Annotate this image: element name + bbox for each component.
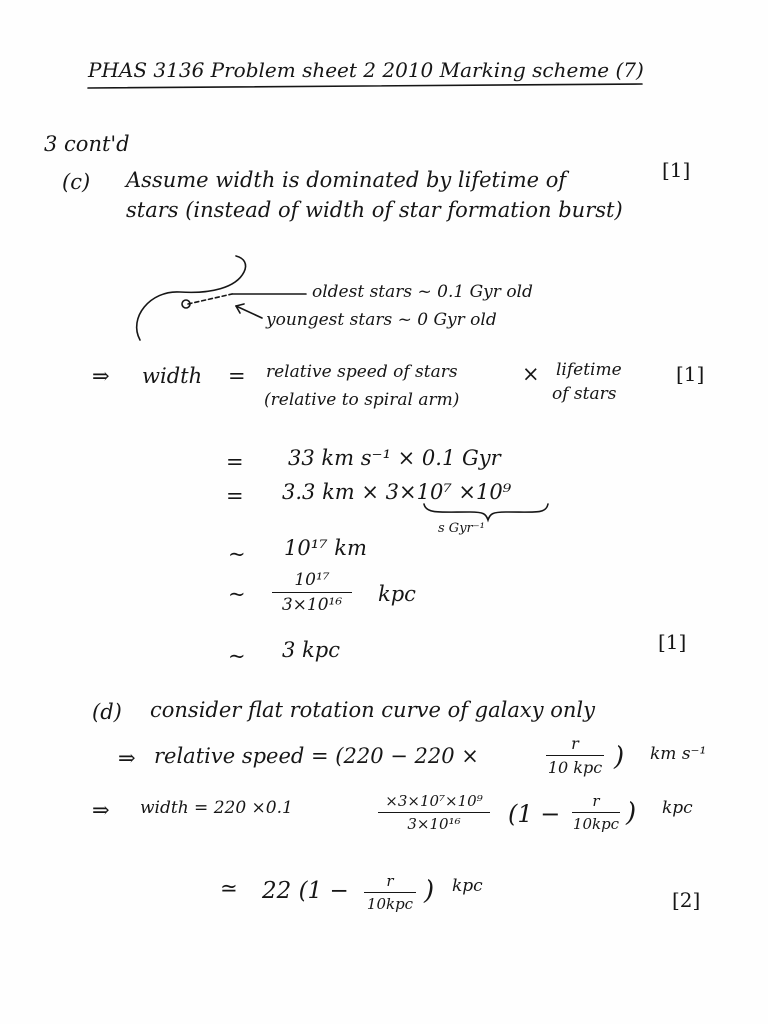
speed-lhs: relative speed = (220 − 220 ×: [154, 744, 479, 768]
step3-relation: ~: [228, 542, 246, 566]
width-d-r-denominator: 10kpc: [572, 815, 620, 833]
step4-unit: kpc: [378, 582, 416, 606]
width-d-r-bar: [572, 812, 620, 813]
speed-close-paren: ): [614, 742, 625, 772]
arm-dashed-line: [188, 294, 232, 304]
part-d-mark: [2]: [672, 888, 701, 912]
spiral-arm-arc: [137, 256, 246, 340]
step2-brace-note: s Gyr⁻¹: [438, 521, 485, 536]
diagram-youngest-label: youngest stars ~ 0 Gyr old: [266, 310, 497, 330]
result-r-fraction: [364, 872, 416, 913]
width-eq-term2-line2: of stars: [552, 384, 617, 404]
width-d-arrow: ⇒: [92, 798, 110, 822]
part-c-mark-final: [1]: [658, 630, 687, 654]
width-eq-mark: [1]: [676, 362, 705, 386]
step4-relation: ~: [228, 582, 246, 606]
result-unit: kpc: [452, 876, 483, 896]
result-relation: ≃: [220, 876, 238, 900]
speed-fraction-bar: [546, 755, 604, 756]
width-eq-term1-line2: (relative to spiral arm): [264, 390, 460, 410]
part-c-mark-1: [1]: [662, 158, 691, 182]
speed-arrow: ⇒: [118, 746, 136, 770]
step2-expression: 3.3 km × 3×10⁷ ×10⁹: [282, 480, 512, 504]
step5-expression: 3 kpc: [282, 638, 340, 662]
title-underline: [88, 84, 642, 88]
part-d-label: (d): [92, 700, 122, 724]
width-eq-term1-line1: relative speed of stars: [266, 362, 458, 382]
part-c-line2: stars (instead of width of star formation burst): [126, 198, 623, 222]
step2-relation: =: [226, 484, 244, 508]
step4-denominator: 3×10¹⁶: [281, 595, 343, 615]
page-title: PHAS 3136 Problem sheet 2 2010 Marking scheme (7): [88, 58, 644, 82]
width-eq-lhs: width: [142, 364, 203, 388]
step3-expression: 10¹⁷ km: [284, 536, 367, 560]
result-r-denominator: 10kpc: [366, 895, 414, 913]
width-d-fraction-denominator: 3×10¹⁶: [407, 815, 461, 833]
step1-expression: 33 km s⁻¹ × 0.1 Gyr: [288, 446, 501, 470]
arm-marker-circle: [182, 300, 190, 308]
speed-fraction: [546, 734, 604, 777]
youngest-arrowhead: [236, 304, 244, 313]
speed-fraction-numerator: r: [571, 734, 579, 753]
step4-fraction-bar: [272, 592, 352, 593]
width-eq-arrow: ⇒: [92, 364, 110, 388]
diagram-oldest-label: oldest stars ~ 0.1 Gyr old: [312, 282, 533, 302]
part-c-line1: Assume width is dominated by lifetime of: [126, 168, 567, 192]
result-lhs: 22 (1 −: [262, 878, 349, 904]
underbrace: [424, 504, 548, 520]
step4-numerator: 10¹⁷: [294, 570, 330, 590]
youngest-pointer: [236, 306, 262, 318]
width-d-fraction-numerator: ×3×10⁷×10⁹: [385, 792, 483, 810]
step1-relation: =: [226, 450, 244, 474]
width-d-fraction: [378, 792, 490, 833]
speed-unit: km s⁻¹: [650, 744, 707, 764]
width-d-fraction-bar: [378, 812, 490, 813]
width-d-lhs: width = 220 ×0.1: [140, 798, 293, 818]
width-d-r-fraction: [572, 792, 620, 833]
width-d-unit: kpc: [662, 798, 693, 818]
part-d-line1: consider flat rotation curve of galaxy only: [150, 698, 595, 722]
width-d-r-numerator: r: [592, 792, 600, 810]
width-d-open: (1 −: [508, 800, 561, 828]
width-eq-times: ×: [522, 362, 540, 386]
speed-fraction-denominator: 10 kpc: [547, 758, 603, 777]
section-continuation: 3 cont'd: [44, 132, 130, 156]
width-eq-equals: =: [228, 364, 246, 388]
part-c-label: (c): [62, 170, 91, 194]
step5-relation: ~: [228, 644, 246, 668]
result-r-bar: [364, 892, 416, 893]
result-r-numerator: r: [386, 872, 394, 890]
result-close: ): [424, 876, 435, 906]
width-eq-term2-line1: lifetime: [556, 360, 622, 380]
width-d-close: ): [626, 798, 637, 828]
step4-fraction: [272, 570, 352, 615]
